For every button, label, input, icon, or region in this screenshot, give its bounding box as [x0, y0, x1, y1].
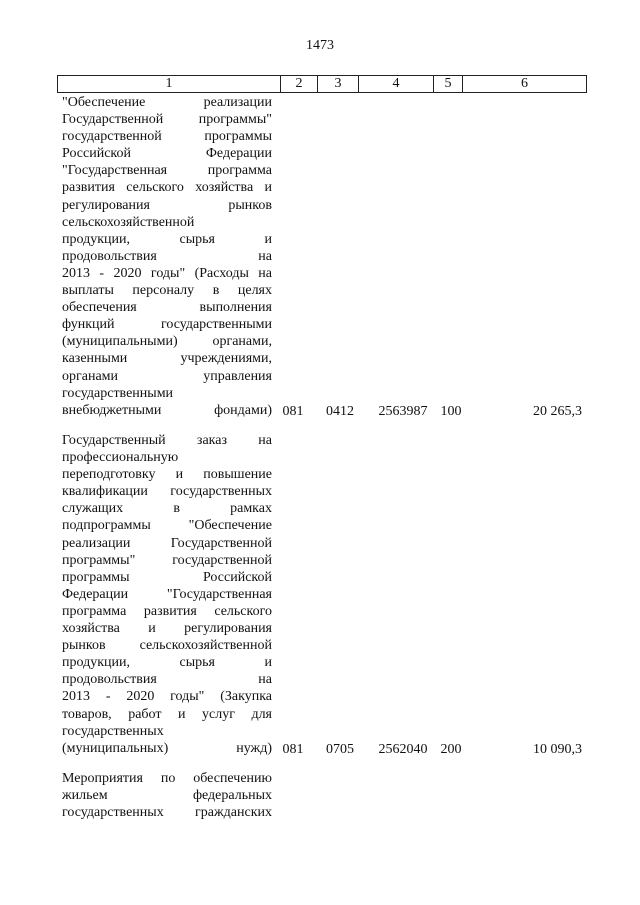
- cell-target-article: 2563987: [378, 404, 428, 419]
- table-header: [57, 75, 587, 93]
- row-description: "Обеспечение реализации Государственной программы" государственной программы Российской Федерации "Государственная программа развития сельского хозяйства и регулирования рынков сельскохозяйственной продукции, сырья и продовольствия на 2013 - 2020 годы" (Расходы на выплаты персоналу в целях обеспечения выполнения функций государственными (муниципальными) органами, казенными учреждениями, органами управления государственными внебюджетными фондами): [62, 95, 272, 418]
- header-col-5: 5: [433, 76, 462, 92]
- cell-amount: 20 265,3: [533, 404, 582, 419]
- cell-target-article: 2562040: [378, 742, 428, 757]
- row-description: Мероприятия по обеспечению жильем федеральных государственных гражданских: [62, 771, 272, 821]
- row-description: Государственный заказ на профессиональную переподготовку и повышение квалификации государственных служащих в рамках подпрограммы "Обеспечение реализации Государственной программы" государственной программы Российской Федерации "Государственная программа развития сельского хозяйства и регулирования рынков сельскохозяйственной продукции, сырья и продовольствия на 2013 - 2020 годы" (Закупка товаров, работ и услуг для государственных (муниципальных) нужд): [62, 433, 272, 756]
- header-col-2: 2: [280, 76, 317, 92]
- header-col-4: 4: [358, 76, 433, 92]
- cell-section-code: 0412: [326, 404, 354, 419]
- header-col-3: 3: [317, 76, 358, 92]
- cell-expense-type: 200: [440, 742, 462, 757]
- header-col-1: 1: [165, 76, 173, 91]
- cell-ministry-code: 081: [282, 742, 304, 757]
- cell-amount: 10 090,3: [533, 742, 582, 757]
- cell-section-code: 0705: [326, 742, 354, 757]
- page-number: 1473: [306, 38, 334, 53]
- cell-expense-type: 100: [440, 404, 462, 419]
- header-col-6: 6: [462, 76, 586, 92]
- cell-ministry-code: 081: [282, 404, 304, 419]
